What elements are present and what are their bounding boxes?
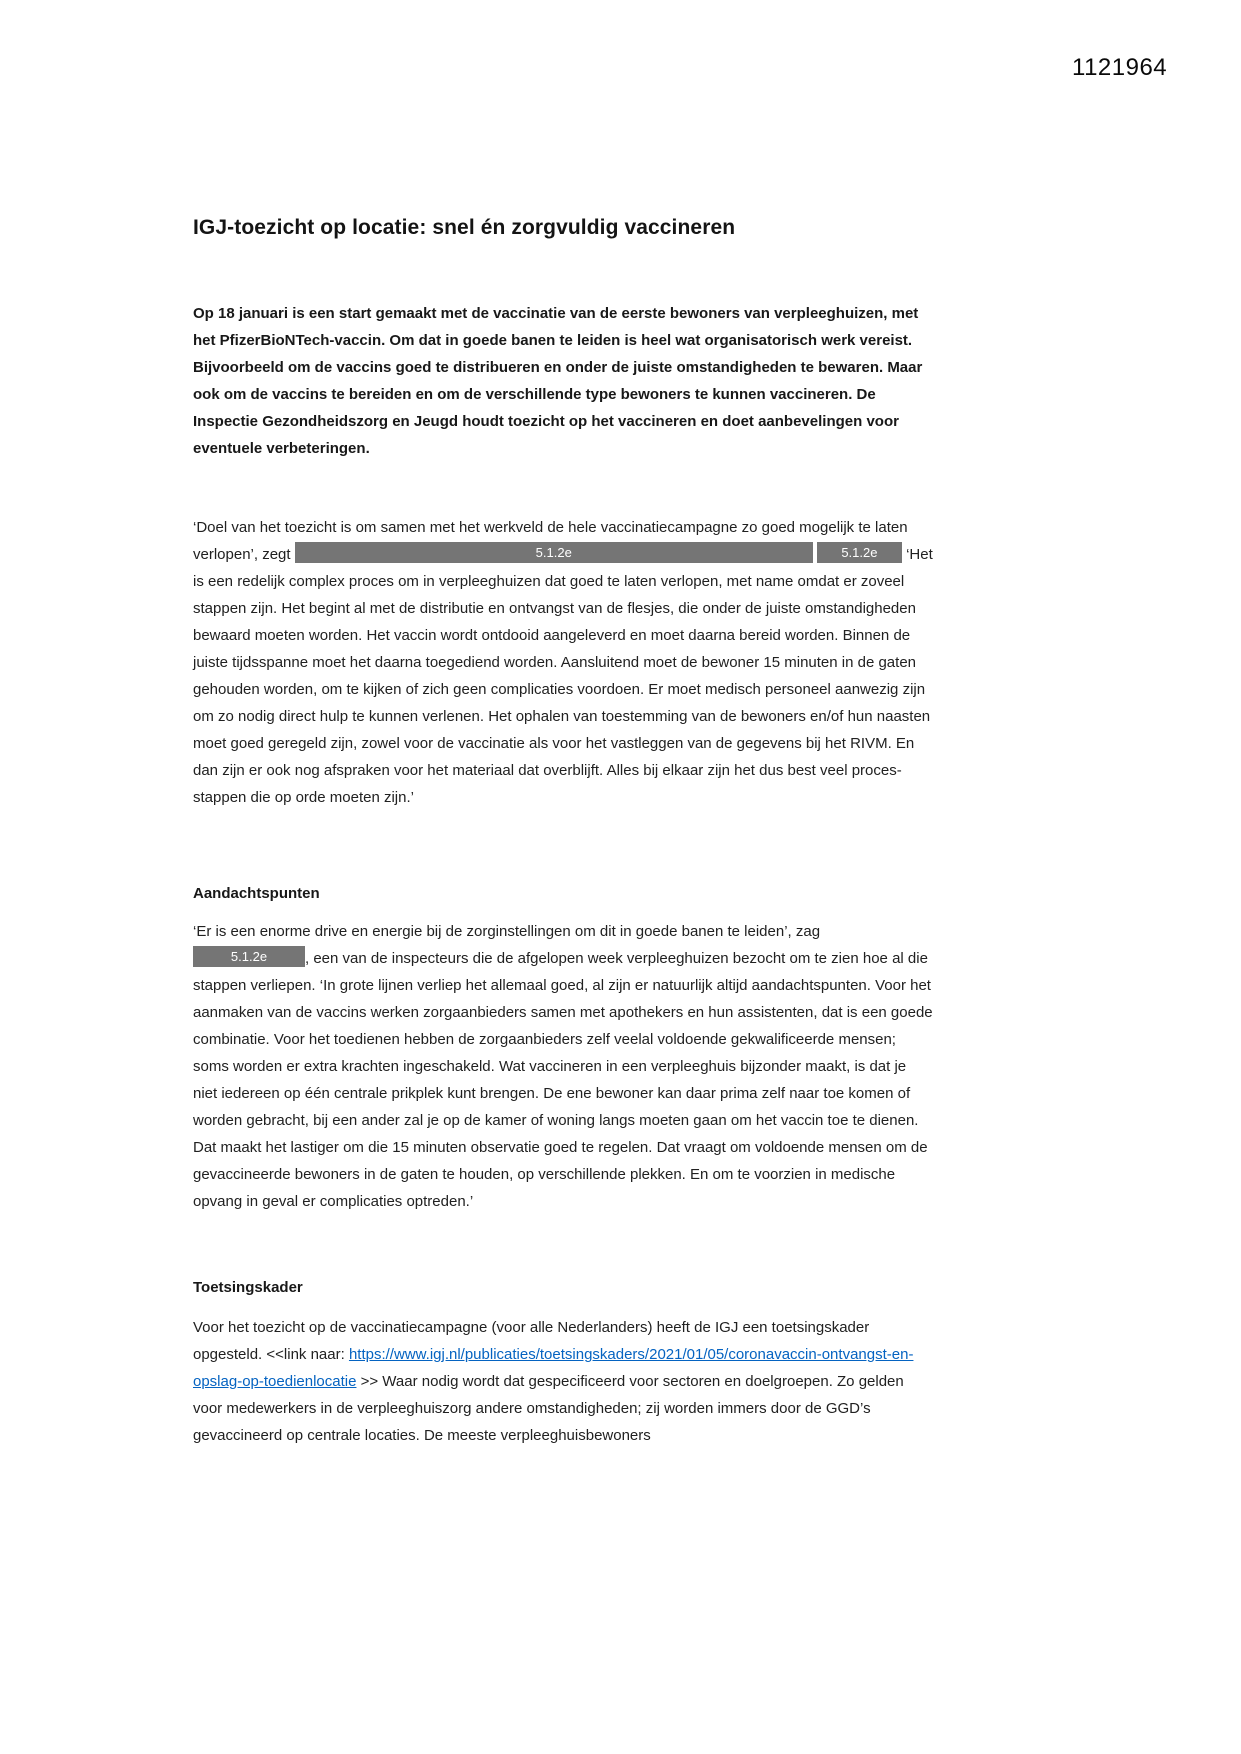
doc-number: 1121964	[1072, 54, 1168, 81]
redaction-bar: 5.1.2e	[817, 542, 902, 563]
intro-paragraph: Op 18 januari is een start gemaakt met de vaccinatie van de eerste bewoners van verpleeghuizen, met het PfizerBioNTech-vaccin. Om dat in goede banen te leiden is heel wat organisatorisch werk vereist. Bijvoorbeeld om de vaccins goed te distribueren en onder de juiste omstandigheden te bewaren. Maar ook om de vaccins te bereiden en om de verschillende type bewoners te kunnen vaccineren. De Inspectie Gezondheidszorg en Jeugd houdt toezicht op het vaccineren en doet aanbevelingen voor eventuele verbeteringen.	[193, 305, 923, 457]
redaction-bar: 5.1.2e	[193, 946, 305, 967]
paragraph-toetsingskader: Voor het toezicht op de vaccinatiecampagne (voor alle Nederlanders) heeft de IGJ een toetsingskader opgesteld. <<link naar: https://www.igj.nl/publicaties/toetsingskaders/2021/01/05/coronavaccin-ontvangst-en-opslag-op-toedienlocatie >> Waar nodig wordt dat gespecificeerd voor sectoren en doelgroepen. Zo gelden voor medewerkers in de verpleeghuiszorg andere omstandigheden; zij worden immers door de GGD’s gevaccineerd op centrale locaties. De meeste verpleeghuisbewoners	[193, 1319, 914, 1444]
paragraph-aandachtspunten: ‘Er is een enorme drive en energie bij de zorginstellingen om dit in goede banen te leiden’, zag 5.1.2e , een van de inspecteurs die de afgelopen week verpleeghuizen bezocht om te zien hoe al die stappen verliepen. ‘In grote lijnen verliep het allemaal goed, al zijn er natuurlijk altijd aandachtspunten. Voor het aanmaken van de vaccins werken zorgaanbieders samen met apothekers en hun assistenten, dat is een goede combinatie. Voor het toedienen hebben de zorgaanbieders zelf veelal voldoende gekwalificeerde mensen; soms worden er extra krachten ingeschakeld. Wat vaccineren in een verpleeghuis bijzonder maakt, is dat je niet iedereen op één centrale prikplek kunt brengen. De ene bewoner kan daar prima zelf naar toe komen of worden gebracht, bij een ander zal je op de kamer of woning langs moeten gaan om het vaccin toe te dienen. Dat maakt het lastiger om die 15 minuten observatie goed te regelen. Dat vraagt om voldoende mensen om de gevaccineerde bewoners in de gaten te houden, op verschillende plekken. En om te voorzien in medische opvang in geval er complicaties optreden.’	[193, 923, 933, 1210]
document-content	[193, 216, 933, 1449]
toetsingskader-link[interactable]: https://www.igj.nl/publicaties/toetsingskaders/2021/01/05/coronavaccin-ontvangst-en-opslag-op-toedienlocatie	[193, 1346, 914, 1390]
section-heading-toetsingskader: Toetsingskader	[193, 1279, 303, 1296]
page-title: IGJ-toezicht op locatie: snel én zorgvuldig vaccineren	[193, 216, 736, 239]
paragraph-doel-toezicht: ‘Doel van het toezicht is om samen met het werkveld de hele vaccinatiecampagne zo goed mogelijk te laten verlopen’, zegt 5.1.2e 5.1.2e ‘Het is een redelijk complex proces om in verpleeghuizen dat goed te laten verlopen, met name omdat er zoveel stappen zijn. Het begint al met de distributie en ontvangst van de flesjes, die onder de juiste omstandigheden bewaard moeten worden. Het vaccin wordt ontdooid aangeleverd en moet daarna bereid worden. Binnen de juiste tijdsspanne moet het daarna toegediend worden. Aansluitend moet de bewoner 15 minuten in de gaten gehouden worden, om te kijken of zich geen complicaties voordoen. Er moet medisch personeel aanwezig zijn om zo nodig direct hulp te kunnen verlenen. Het ophalen van toestemming van de bewoners en/of hun naasten moet goed geregeld zijn, zowel voor de vaccinatie als voor het vastleggen van de gegevens bij het RIVM. En dan zijn er ook nog afspraken voor het materiaal dat overblijft. Alles bij elkaar zijn het dus best veel proces-stappen die op orde moeten zijn.’	[193, 519, 933, 806]
section-heading-aandachtspunten: Aandachtspunten	[193, 885, 320, 902]
redaction-bar: 5.1.2e	[295, 542, 813, 563]
